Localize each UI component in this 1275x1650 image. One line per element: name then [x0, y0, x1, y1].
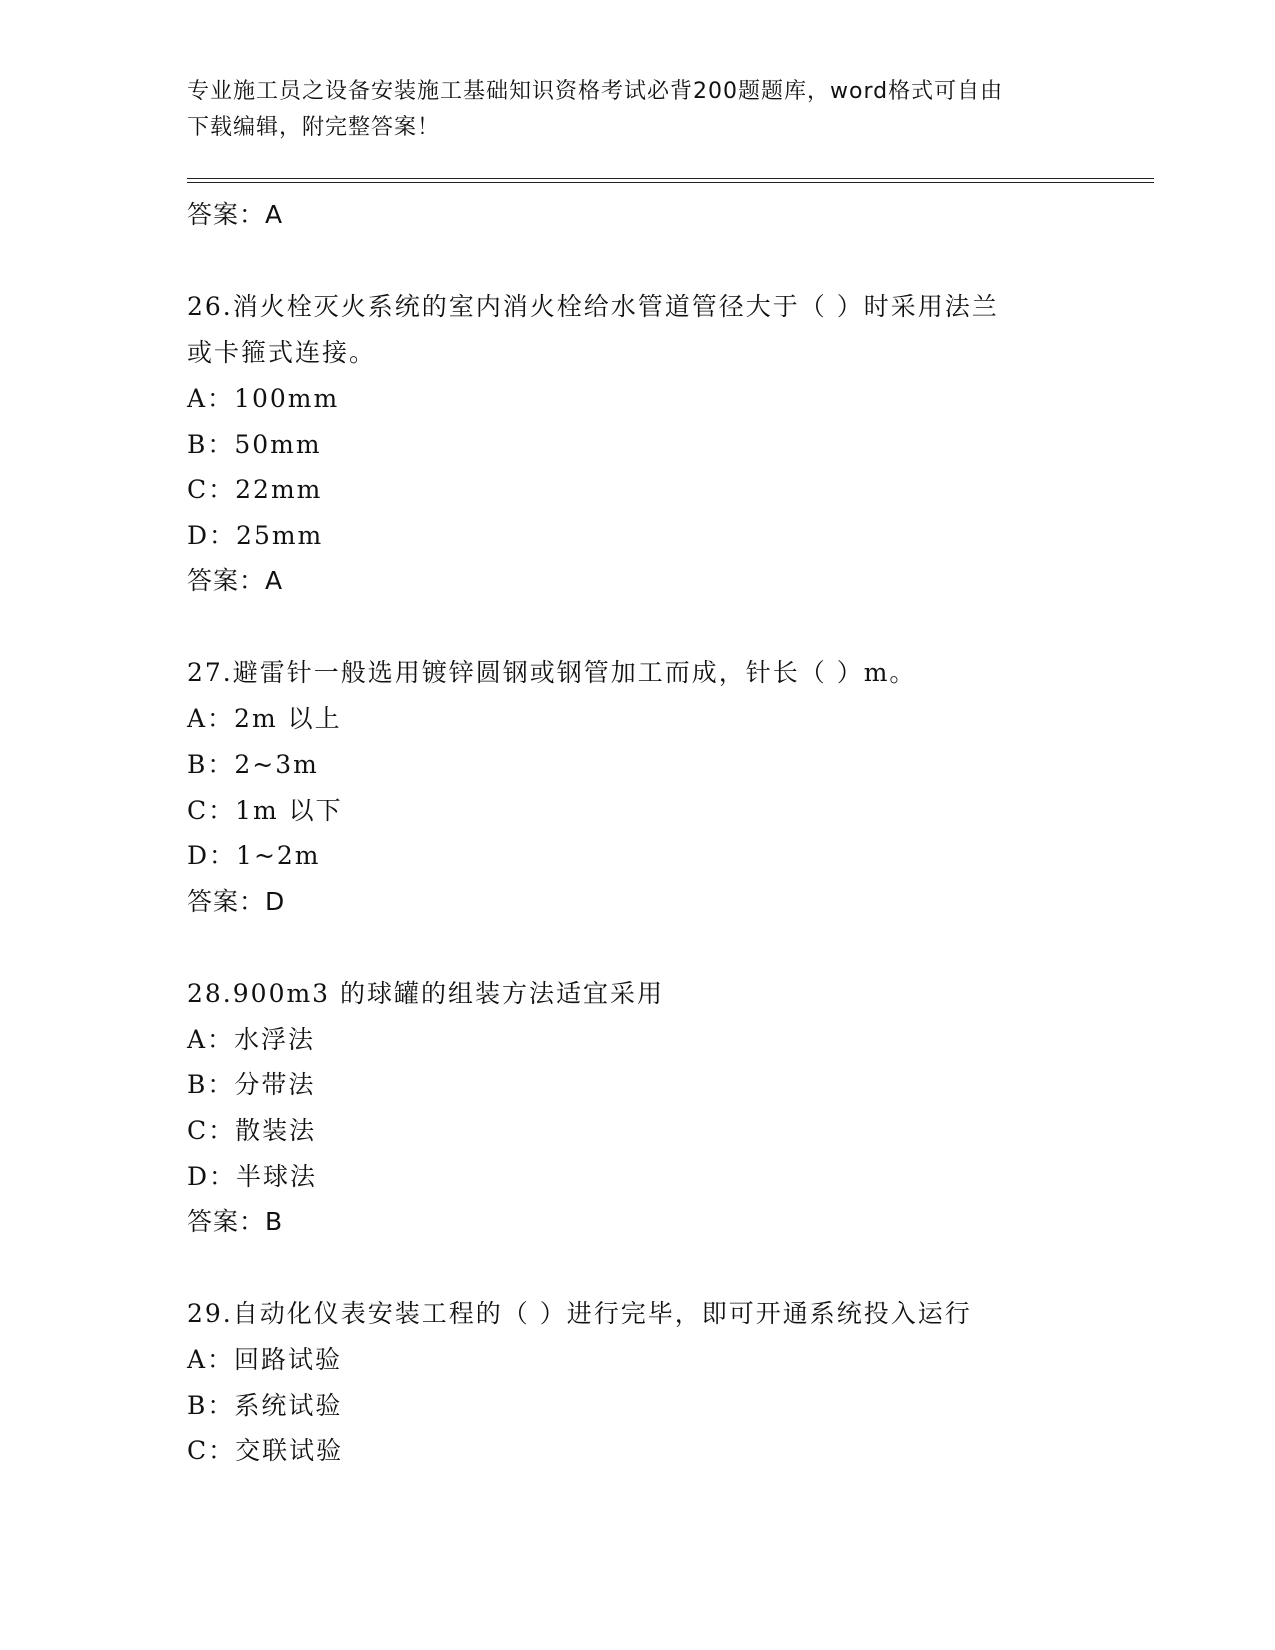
answer: 答案：A [187, 566, 284, 596]
option-a: A：100mm [187, 384, 340, 413]
question-29 [187, 1291, 1087, 1474]
option-c: C：散装法 [187, 1115, 317, 1145]
header-line-1: 专业施工员之设备安装施工基础知识资格考试必背200题题库，word格式可自由 [187, 79, 1004, 104]
header-divider-bottom [187, 182, 1154, 183]
previous-answer: 答案：A [187, 200, 284, 229]
question-stem-line-1: 26.消火栓灭火系统的室内消火栓给水管道管径大于（ ）时采用法兰 [187, 292, 999, 321]
option-b: B：50mm [187, 429, 322, 459]
option-a: A：水浮法 [187, 1024, 316, 1054]
question-27 [187, 650, 1087, 924]
answer: 答案：B [187, 1207, 284, 1237]
question-26 [187, 284, 1087, 604]
question-stem: 27.避雷针一般选用镀锌圆钢或钢管加工而成，针长（ ）m。 [187, 658, 917, 688]
option-d: D：半球法 [187, 1161, 318, 1191]
option-b: B：2~3m [187, 749, 319, 779]
option-d: D：1~2m [187, 841, 321, 871]
option-a: A：2m 以上 [187, 704, 342, 734]
question-stem-line-2: 或卡箍式连接。 [187, 338, 377, 367]
question-28 [187, 971, 1087, 1245]
option-c: C：交联试验 [187, 1436, 344, 1466]
header-line-2: 下载编辑，附完整答案！ [187, 115, 441, 140]
question-stem [187, 284, 1087, 376]
option-b: B：分带法 [187, 1070, 316, 1100]
option-c: C：1m 以下 [187, 795, 343, 825]
answer: 答案：D [187, 886, 286, 916]
question-list [187, 192, 1087, 1474]
header-divider-top [187, 178, 1154, 179]
question-stem: 28.900m3 的球罐的组装方法适宜采用 [187, 978, 665, 1008]
option-c: C：22mm [187, 475, 323, 505]
option-b: B：系统试验 [187, 1390, 343, 1420]
document-header [187, 74, 1067, 146]
question-stem: 29.自动化仪表安装工程的（ ）进行完毕，即可开通系统投入运行 [187, 1299, 972, 1329]
option-d: D：25mm [187, 520, 324, 550]
option-a: A：回路试验 [187, 1345, 343, 1375]
